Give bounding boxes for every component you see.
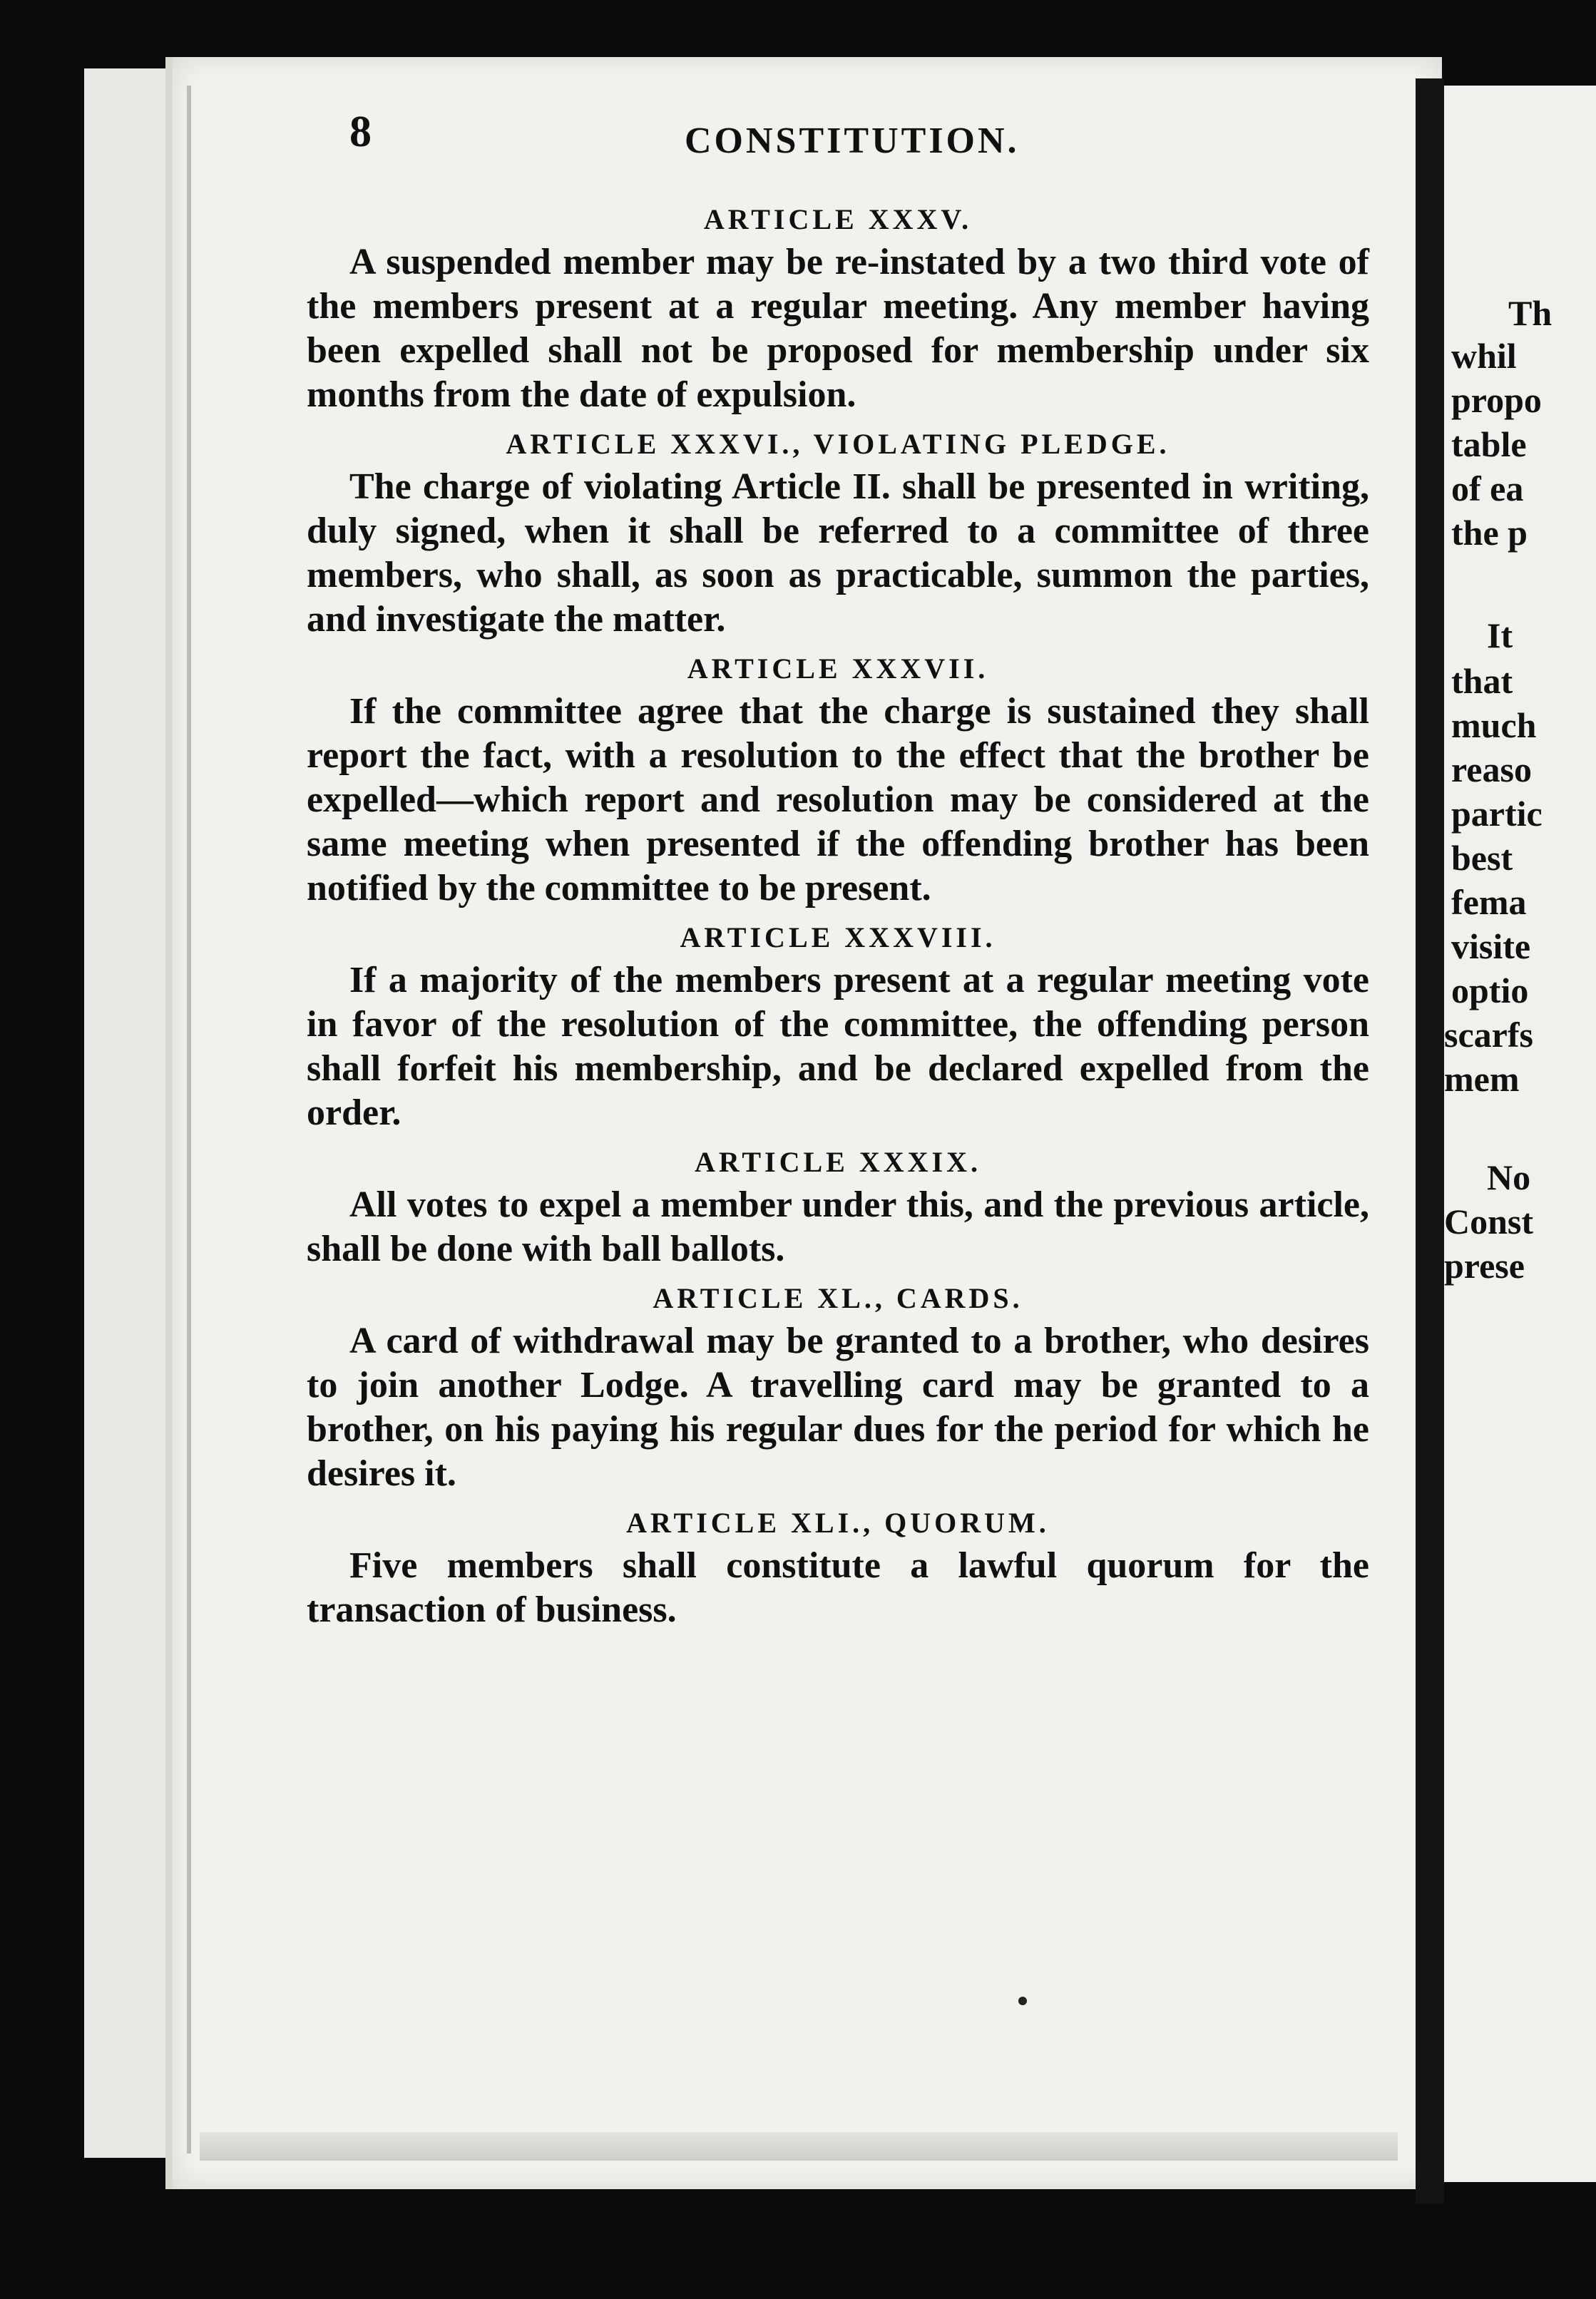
article-xl xyxy=(307,1281,1369,1496)
page-bottom-edge xyxy=(200,2132,1398,2161)
article-body: A suspended member may be re-instated by a two third vote of the members present at a regular meeting. Any member having been expelled shall not be proposed for membership under six months from the date of expulsion. xyxy=(307,242,1369,415)
facing-line: Th xyxy=(1508,293,1552,333)
facing-line: reaso xyxy=(1451,749,1532,789)
ink-speck xyxy=(1018,1997,1027,2005)
facing-line: partic xyxy=(1451,794,1543,834)
facing-line: visite xyxy=(1451,926,1531,966)
page-number: 8 xyxy=(349,108,372,156)
article-xxxvi xyxy=(307,427,1369,642)
facing-line: optio xyxy=(1451,971,1529,1010)
article-heading: ARTICLE XXXVI., VIOLATING PLEDGE. xyxy=(506,428,1170,460)
page-header xyxy=(307,107,1369,193)
facing-line: mem xyxy=(1444,1059,1520,1099)
article-heading: ARTICLE XXXVII. xyxy=(687,652,989,685)
facing-line: fema xyxy=(1451,882,1527,922)
facing-line: best xyxy=(1451,838,1513,878)
facing-line: the p xyxy=(1451,513,1528,553)
facing-line: Const xyxy=(1444,1202,1534,1241)
article-body: If the committee agree that the charge is sustained they shall report the fact, with a resolution to the effect that the brother be expelled—which report and resolution may be considered at the same meeting when presented if the offending brother has been notified by the committee to be present. xyxy=(307,691,1369,908)
facing-line: prese xyxy=(1444,1246,1525,1286)
facing-line: that xyxy=(1451,661,1513,701)
article-heading: ARTICLE XL., CARDS. xyxy=(653,1282,1023,1314)
article-heading: ARTICLE XLI., QUORUM. xyxy=(626,1507,1050,1539)
facing-line: of ea xyxy=(1451,468,1524,508)
article-body: If a majority of the members present at a regular meeting vote in favor of the resolution of the committee, the offending person shall forfeit his membership, and be declared expelled from the order. xyxy=(307,960,1369,1133)
article-xxxix xyxy=(307,1145,1369,1271)
facing-line: propo xyxy=(1451,380,1542,420)
facing-line: scarfs xyxy=(1444,1015,1533,1055)
running-title: CONSTITUTION. xyxy=(685,121,1020,161)
page-text-block xyxy=(307,107,1369,1635)
facing-line: much xyxy=(1451,705,1537,745)
facing-line: It xyxy=(1487,615,1513,655)
article-heading: ARTICLE XXXIX. xyxy=(695,1146,981,1178)
article-body: All votes to expel a member under this, and the previous article, shall be done with ball ballots. xyxy=(307,1184,1369,1269)
facing-line: whil xyxy=(1451,336,1517,376)
article-body: The charge of violating Article II. shall be presented in writing, duly signed, when it shall be referred to a committee of three members, who shall, as soon as practicable, summon the parties, and investigate the matter. xyxy=(307,466,1369,640)
article-xli xyxy=(307,1506,1369,1632)
article-heading: ARTICLE XXXV. xyxy=(703,203,973,235)
facing-line: No xyxy=(1487,1157,1531,1197)
page-spine-shadow xyxy=(187,86,191,2154)
page-gutter xyxy=(1416,78,1444,2203)
facing-page-fragment xyxy=(1444,86,1596,2182)
article-body: Five members shall constitute a lawful quorum for the transaction of business. xyxy=(307,1545,1369,1630)
article-xxxv xyxy=(307,203,1369,417)
facing-line: table xyxy=(1451,424,1527,464)
article-xxxviii xyxy=(307,921,1369,1135)
article-heading: ARTICLE XXXVIII. xyxy=(680,921,996,953)
article-body: A card of withdrawal may be granted to a brother, who desires to join another Lodge. A travelling card may be granted to a brother, on his paying his regular dues for the period for which he desires it. xyxy=(307,1321,1369,1494)
article-xxxvii xyxy=(307,652,1369,911)
